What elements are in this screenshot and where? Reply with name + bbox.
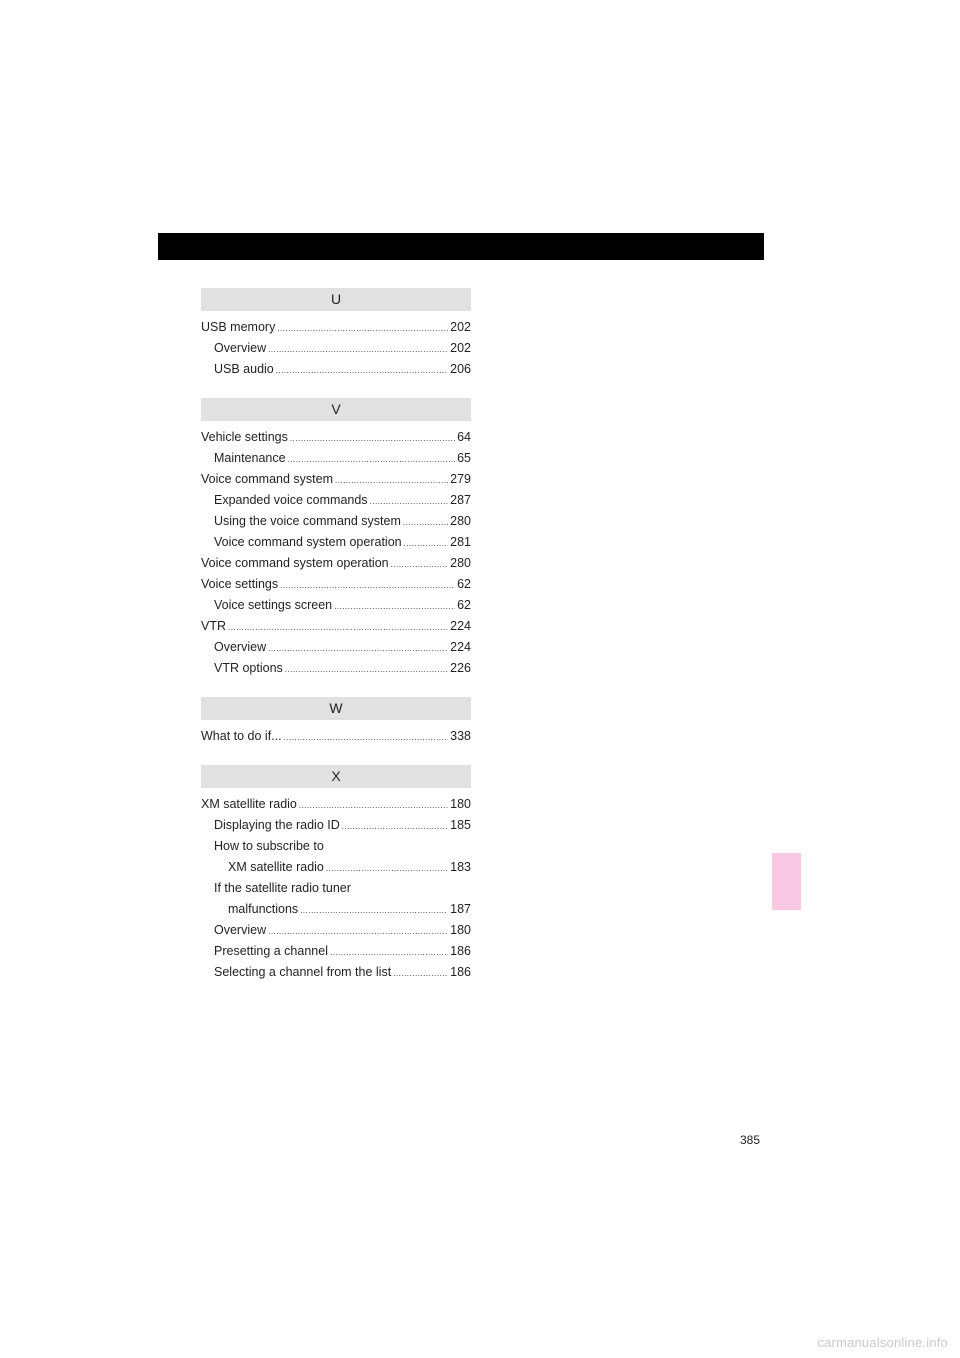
entry-page: 206 (450, 362, 471, 376)
dot-leader (268, 638, 448, 659)
dot-leader (330, 942, 448, 963)
index-entry[interactable] (201, 726, 471, 747)
entry-text: Voice command system operation (201, 556, 389, 570)
index-section-v (201, 398, 471, 679)
index-entry[interactable] (201, 553, 471, 574)
index-entry[interactable] (201, 511, 471, 532)
entry-page: 279 (450, 472, 471, 486)
entry-text: VTR options (214, 661, 283, 675)
dot-leader (268, 921, 448, 942)
entry-page: 62 (457, 577, 471, 591)
entry-text: How to subscribe to (214, 839, 324, 853)
entry-text: XM satellite radio (228, 860, 324, 874)
index-entry[interactable] (201, 962, 471, 983)
entry-page: 180 (450, 923, 471, 937)
page-number: 385 (740, 1133, 761, 1147)
dot-leader (300, 900, 448, 921)
entry-page: 338 (450, 729, 471, 743)
index-section-w (201, 697, 471, 747)
dot-leader (342, 816, 448, 837)
section-letter: V (201, 398, 471, 421)
dot-leader (403, 512, 448, 533)
index-section-u (201, 288, 471, 380)
section-letter: W (201, 697, 471, 720)
entry-text: Voice command system operation (214, 535, 402, 549)
index-entry[interactable] (201, 941, 471, 962)
entry-text: Voice settings screen (214, 598, 333, 612)
dot-leader (284, 727, 449, 748)
entry-page: 202 (450, 320, 471, 334)
entry-page: 185 (450, 818, 471, 832)
entry-text: Overview (214, 640, 267, 654)
entry-text: Maintenance (214, 451, 286, 465)
index-entry[interactable] (201, 658, 471, 679)
index-entry[interactable] (201, 815, 471, 836)
entry-text: Overview (214, 341, 267, 355)
entry-page: 281 (450, 535, 471, 549)
entry-page: 287 (450, 493, 471, 507)
dot-leader (370, 491, 449, 512)
entry-text: Using the voice command system (214, 514, 401, 528)
index-entry[interactable] (201, 490, 471, 511)
entry-text: Selecting a channel from the list (214, 965, 392, 979)
dot-leader (290, 428, 455, 449)
dot-leader (280, 575, 455, 596)
index-column (201, 288, 471, 1001)
dot-leader (285, 659, 448, 680)
index-entry[interactable] (201, 857, 471, 878)
entry-text: Overview (214, 923, 267, 937)
section-letter: X (201, 765, 471, 788)
entry-page: 187 (450, 902, 471, 916)
dot-leader (268, 339, 448, 360)
dot-leader (299, 795, 448, 816)
entry-page: 62 (457, 598, 471, 612)
index-entry (201, 836, 471, 857)
entry-page: 224 (450, 619, 471, 633)
entry-page: 64 (457, 430, 471, 444)
dot-leader (277, 318, 448, 339)
index-section-x (201, 765, 471, 983)
index-entry[interactable] (201, 359, 471, 380)
dot-leader (391, 554, 449, 575)
entry-page: 280 (450, 556, 471, 570)
entry-text: Vehicle settings (201, 430, 288, 444)
entry-text: USB audio (214, 362, 274, 376)
entry-page: 180 (450, 797, 471, 811)
dot-leader (326, 858, 448, 879)
entry-page: 202 (450, 341, 471, 355)
index-side-tab[interactable] (772, 853, 801, 910)
entry-page: 280 (450, 514, 471, 528)
entry-text: Expanded voice commands (214, 493, 368, 507)
dot-leader (404, 533, 449, 554)
index-entry[interactable] (201, 616, 471, 637)
entry-text: Voice command system (201, 472, 333, 486)
index-entry[interactable] (201, 317, 471, 338)
watermark: carmanualsonline.info (817, 1335, 948, 1350)
entry-text: Presetting a channel (214, 944, 328, 958)
index-entry[interactable] (201, 595, 471, 616)
entry-page: 224 (450, 640, 471, 654)
index-entry[interactable] (201, 794, 471, 815)
index-entry[interactable] (201, 532, 471, 553)
entry-text: malfunctions (228, 902, 299, 916)
index-entry (201, 878, 471, 899)
index-entry[interactable] (201, 920, 471, 941)
dot-leader (393, 963, 448, 984)
index-entry[interactable] (201, 469, 471, 490)
entry-page: 226 (450, 661, 471, 675)
dot-leader (334, 596, 455, 617)
index-entry[interactable] (201, 338, 471, 359)
index-entry[interactable] (201, 574, 471, 595)
dot-leader (276, 360, 448, 381)
entry-page: 183 (450, 860, 471, 874)
entry-page: 65 (457, 451, 471, 465)
entry-text: What to do if... (201, 729, 282, 743)
dot-leader (335, 470, 448, 491)
entry-text: Displaying the radio ID (214, 818, 340, 832)
entry-text: VTR (201, 619, 226, 633)
entry-text: Voice settings (201, 577, 279, 591)
dot-leader (288, 449, 456, 470)
entry-text: USB memory (201, 320, 276, 334)
header-bar (158, 233, 764, 260)
index-entry[interactable] (201, 448, 471, 469)
index-entry[interactable] (201, 899, 471, 920)
section-letter: U (201, 288, 471, 311)
entry-page: 186 (450, 944, 471, 958)
entry-page: 186 (450, 965, 471, 979)
entry-text: XM satellite radio (201, 797, 297, 811)
dot-leader (228, 617, 448, 638)
index-entry[interactable] (201, 637, 471, 658)
index-entry[interactable] (201, 427, 471, 448)
entry-text: If the satellite radio tuner (214, 881, 351, 895)
